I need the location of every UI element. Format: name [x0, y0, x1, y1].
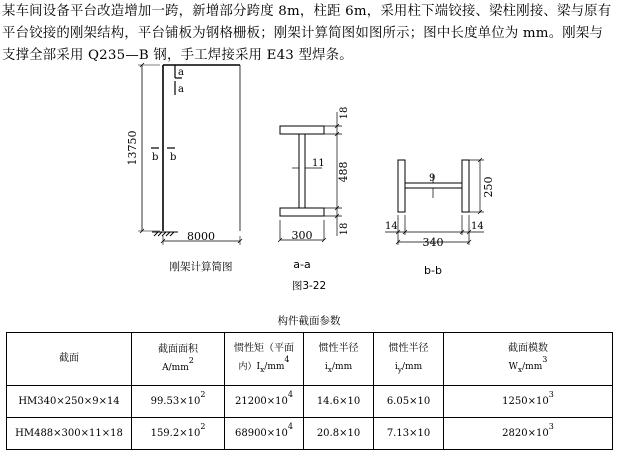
table-title: 构件截面参数 [277, 315, 341, 327]
cell-inertia: $21200\times 10^4$ [225, 386, 304, 418]
cell-iy: 6.05×10 [374, 386, 444, 418]
table-header-row [7, 333, 613, 386]
section-aa-drawing [278, 112, 342, 242]
cell-modulus: $1250\times 10^3$ [444, 386, 613, 418]
section-b-label-left: b [152, 152, 159, 163]
aa-top-flange [280, 126, 324, 134]
cell-section: HM488×300×11×18 [7, 418, 132, 450]
height-dim-label: 13750 [126, 130, 139, 166]
bb-right-flange-label: 14 [471, 221, 484, 232]
frame-caption: 刚架计算简图 [169, 261, 233, 273]
bb-left-flange [398, 160, 405, 212]
bb-web-label: 9 [429, 173, 436, 184]
cell-ix: 20.8×10 [304, 418, 374, 450]
aa-web-label: 11 [312, 158, 325, 169]
cell-modulus: $2820\times 10^3$ [444, 418, 613, 450]
aa-bottom-flange [280, 208, 324, 216]
cell-iy: 7.13×10 [374, 418, 444, 450]
bb-caption: b-b [424, 264, 442, 277]
header-inertia: 惯性矩（平面 内）$I_x/mm4$ [225, 333, 304, 386]
bb-right-flange [462, 160, 469, 212]
section-a-label-bottom: a [178, 84, 184, 95]
cell-section: HM340×250×9×14 [7, 386, 132, 418]
aa-depth-label: 488 [337, 161, 350, 183]
aa-top-flange-label: 18 [339, 106, 350, 120]
cell-ix: 14.6×10 [304, 386, 374, 418]
header-modulus: 截面模数 $W_x/mm3$ [444, 333, 613, 386]
section-b-label-right: b [170, 152, 177, 163]
cell-area: $99.53\times 10^2$ [132, 386, 225, 418]
aa-width-label: 300 [291, 229, 313, 242]
span-dim-label: 8000 [187, 230, 215, 243]
header-radius-y: 惯性半径 $i_y/mm$ [374, 333, 444, 386]
aa-web [299, 134, 305, 208]
header-section: 截面 [7, 333, 132, 386]
bb-left-flange-label: 14 [385, 221, 398, 232]
aa-bottom-flange-label: 18 [339, 222, 350, 236]
problem-statement: 某车间设备平台改造增加一跨，新增部分跨度 8m，柱距 6m，采用柱下端铰接、梁柱刚接、梁与原有平台铰接的刚架结构，平台铺板为钢格栅板；刚架计算简图如图所示；图中长度单位为 mm。刚架与支撑全部采用 Q235—B 钢，手工焊接采用 E43 型焊条。 [2, 4, 612, 63]
header-radius-x: 惯性半径 $i_x/mm$ [304, 333, 374, 386]
bb-width-label: 340 [422, 236, 444, 249]
bb-depth-label: 250 [482, 176, 495, 198]
header-area: 截面面积 A/mm2 [132, 333, 225, 386]
table-row [7, 386, 613, 418]
table-row [7, 418, 613, 450]
figure-number: 图3-22 [291, 280, 327, 292]
section-parameter-table [6, 332, 613, 450]
aa-caption: a-a [293, 258, 311, 271]
section-bb-drawing [385, 158, 484, 245]
ground-hatch [154, 232, 174, 236]
cell-area: $159.2\times 10^2$ [132, 418, 225, 450]
section-a-label-top: a [178, 67, 184, 78]
cell-inertia: $68900\times 10^4$ [225, 418, 304, 450]
